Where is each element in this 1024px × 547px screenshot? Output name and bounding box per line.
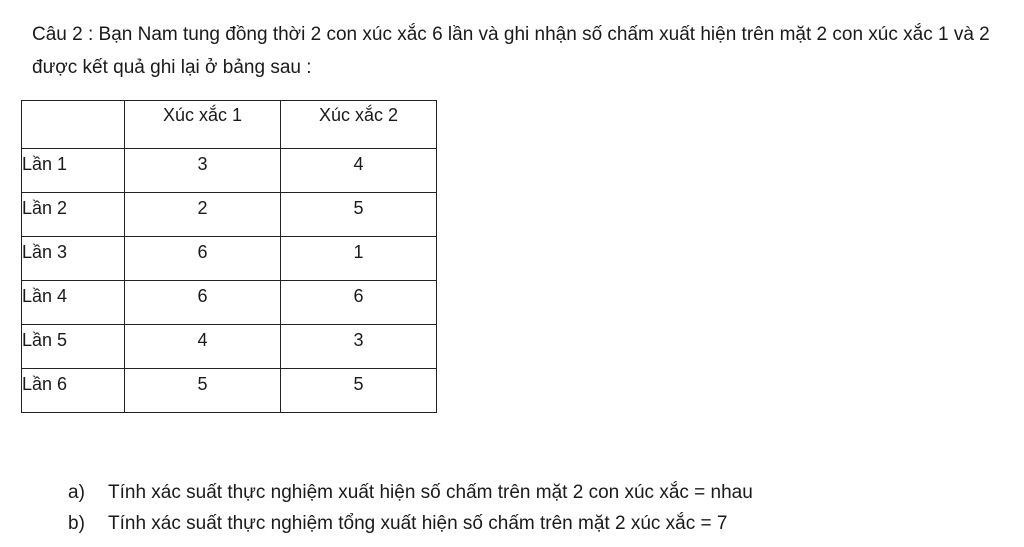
table-header-row	[22, 101, 437, 149]
question-item-a	[68, 477, 753, 508]
question-text: Tính xác suất thực nghiệm tổng xuất hiện số chấm trên mặt 2 xúc xắc = 7	[108, 513, 728, 534]
question-marker: b)	[68, 513, 85, 534]
die-2-value: 4	[281, 149, 437, 193]
table-row	[22, 149, 437, 193]
row-label: Lần 1	[22, 149, 125, 193]
die-1-value: 6	[125, 237, 281, 281]
die-2-value: 3	[281, 325, 437, 369]
die-1-value: 4	[125, 325, 281, 369]
table-row	[22, 369, 437, 413]
results-table	[21, 100, 437, 413]
die-2-value: 5	[281, 193, 437, 237]
question-marker: a)	[68, 482, 85, 503]
results-table-container	[21, 100, 437, 413]
column-header-die-1: Xúc xắc 1	[125, 101, 281, 149]
table-row	[22, 325, 437, 369]
column-header-die-2: Xúc xắc 2	[281, 101, 437, 149]
row-label: Lần 4	[22, 281, 125, 325]
problem-statement: Câu 2 : Bạn Nam tung đồng thời 2 con xúc xắc 6 lần và ghi nhận số chấm xuất hiện trên mặt 2 con xúc xắc 1 và 2 được kết quả ghi lại ở bảng sau :	[32, 24, 990, 78]
die-1-value: 5	[125, 369, 281, 413]
table-row	[22, 193, 437, 237]
row-label: Lần 5	[22, 325, 125, 369]
row-label: Lần 6	[22, 369, 125, 413]
question-text: Tính xác suất thực nghiệm xuất hiện số chấm trên mặt 2 con xúc xắc = nhau	[108, 482, 753, 503]
row-label: Lần 3	[22, 237, 125, 281]
question-list	[68, 477, 753, 539]
die-1-value: 2	[125, 193, 281, 237]
table-corner-cell	[22, 101, 125, 149]
die-2-value: 1	[281, 237, 437, 281]
table-row	[22, 281, 437, 325]
row-label: Lần 2	[22, 193, 125, 237]
die-2-value: 5	[281, 369, 437, 413]
die-1-value: 3	[125, 149, 281, 193]
die-2-value: 6	[281, 281, 437, 325]
question-item-b	[68, 508, 753, 539]
table-row	[22, 237, 437, 281]
die-1-value: 6	[125, 281, 281, 325]
